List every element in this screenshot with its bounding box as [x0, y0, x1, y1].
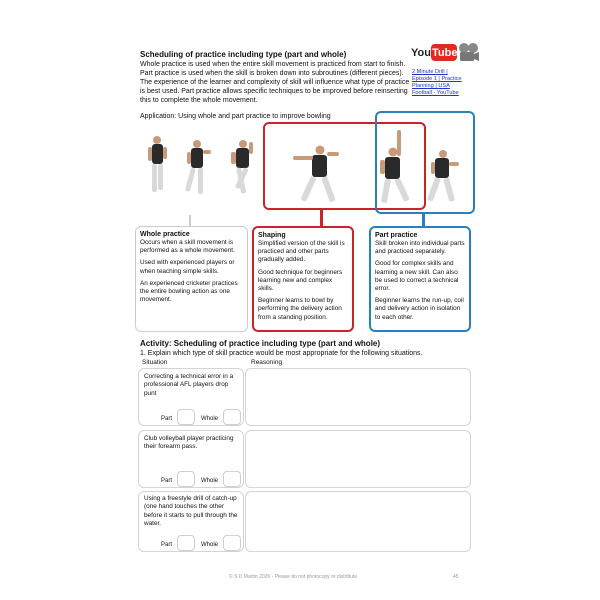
whole-label-2: Whole [201, 478, 219, 484]
whole-practice-p1: Occurs when a skill movement is performed as a whole movement. [140, 239, 235, 255]
column-header-reasoning: Reasoning [251, 359, 283, 366]
part-practice-p3: Beginner learns the run-up, coil and delivery action in isolation to each other. [375, 297, 464, 321]
youtube-link-line-4[interactable]: Football - YouTube [412, 90, 459, 96]
whole-practice-p2: Used with experienced players or when teaching simple skills. [140, 259, 235, 275]
part-label-1: Part [161, 416, 173, 422]
part-label-2: Part [161, 478, 173, 484]
whole-checkbox-2[interactable] [223, 471, 241, 487]
youtube-link-line-2[interactable]: Episode 1 | Practice [412, 76, 462, 82]
whole-checkbox-3[interactable] [223, 535, 241, 551]
whole-practice-heading: Whole practice [140, 231, 190, 238]
situation-text-2: Club volleyball player practicing their forearm pass. [144, 435, 234, 451]
situation-cell-3 [138, 491, 244, 552]
youtube-logo[interactable] [411, 43, 457, 63]
situation-cell-2 [138, 430, 244, 488]
part-checkbox-2[interactable] [177, 471, 195, 487]
part-checkbox-3[interactable] [177, 535, 195, 551]
activity-instruction: 1. Explain which type of skill practice would be most appropriate for the following situations. [140, 350, 423, 357]
part-practice-card [369, 226, 471, 332]
youtube-link-line-1[interactable]: 2 Minute Drill | [412, 69, 448, 75]
bowler-figure-2 [185, 140, 211, 194]
youtube-logo-you: You [411, 47, 431, 59]
reasoning-field-3[interactable] [245, 491, 471, 552]
part-highlight-frame [375, 111, 475, 214]
shaping-p1: Simplified version of the skill is practiced and other parts gradually added. [258, 240, 345, 264]
reasoning-field-1[interactable] [245, 368, 471, 426]
page-number: 45 [453, 574, 459, 580]
situation-text-1: Correcting a technical error in a professional AFL players drop punt [144, 373, 234, 397]
situation-cell-1 [138, 368, 244, 426]
youtube-logo-tube: Tube [432, 47, 458, 59]
part-practice-p1: Skill broken into individual parts and practiced separately. [375, 240, 465, 256]
bowler-figure-3 [231, 140, 253, 194]
whole-practice-p3: An experienced cricketer practices the entire bowling action as one movement. [140, 279, 238, 304]
part-checkbox-1[interactable] [177, 409, 195, 425]
bowler-figure-1 [148, 136, 167, 192]
column-header-situation: Situation [142, 359, 168, 366]
part-practice-p2: Good for complex skills and learning a new skill. Can also be used to correct a technical error. [375, 260, 459, 293]
film-camera-icon [458, 42, 480, 64]
situation-text-3: Using a freestyle drill of catch-up (one hand touches the other before it starts to pull through the water. [144, 495, 238, 528]
section-title: Scheduling of practice including type (part and whole) [140, 50, 347, 59]
reasoning-field-2[interactable] [245, 430, 471, 488]
whole-label-1: Whole [201, 416, 219, 422]
shaping-p2: Good technique for beginners learning new and complex skills. [258, 268, 343, 293]
activity-title: Activity: Scheduling of practice including type (part and whole) [140, 339, 381, 348]
whole-label-3: Whole [201, 542, 219, 548]
youtube-link-line-3[interactable]: Planning | USA [412, 83, 450, 89]
youtube-link-card[interactable] [410, 42, 478, 107]
whole-checkbox-1[interactable] [223, 409, 241, 425]
shaping-connector [320, 210, 323, 227]
shaping-heading: Shaping [258, 232, 286, 239]
part-label-3: Part [161, 542, 173, 548]
part-practice-heading: Part practice [375, 232, 418, 239]
application-caption: Application: Using whole and part practice to improve bowling [140, 113, 331, 120]
whole-practice-card [135, 226, 248, 332]
shaping-p3: Beginner learns to bowl by performing the delivery action from a standing position. [258, 297, 342, 321]
shaping-card [252, 226, 354, 332]
footer-copyright: © S D Martin 2026 - Please do not photocopy or distribute [229, 574, 358, 580]
section-body: Whole practice is used when the entire skill movement is practiced from start to finish. Part practice is used when the skill is broken down into subroutines (different pieces). The experience of the learner and complexity of skill will influence what type of practice is best used. Part practice allows specific techniques to be improved before reinserting this to complete the whole movement. [140, 61, 410, 104]
